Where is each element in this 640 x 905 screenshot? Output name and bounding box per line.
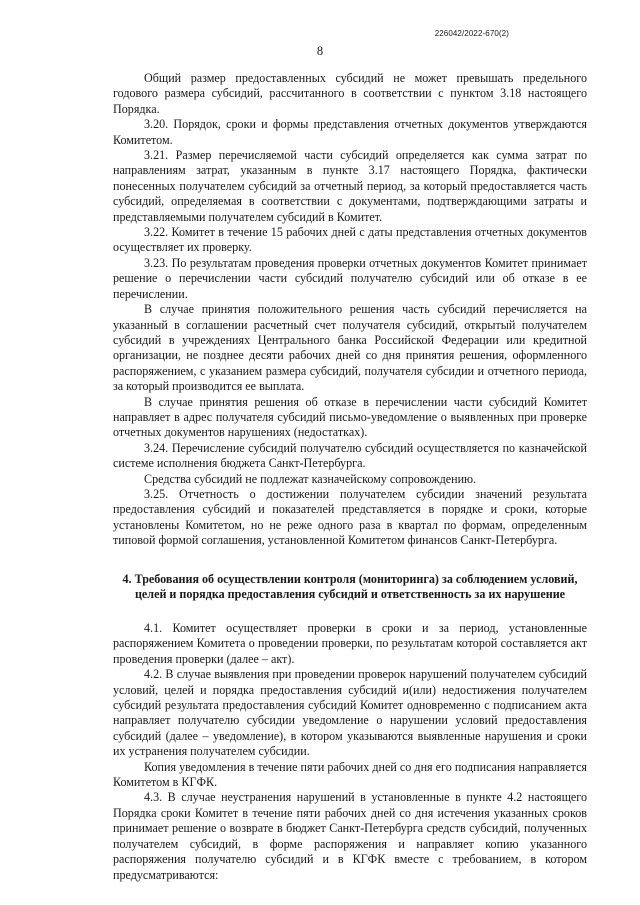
paragraph-3-24: 3.24. Перечисление субсидий получателю субсидий осуществляется по казначейской системе исполнения бюджета Санкт-Петербурга. <box>113 440 587 471</box>
paragraph-4-2: 4.2. В случае выявления при проведении проверок нарушений получателем субсидий условий, целей и порядка предоставления субсидий и(или) недостижения получателем субсидий результата предоставления субсидий Комитет одновременно с подписанием акта направляет получателю субсидии уведомление о нарушении условий предоставления субсидий (далее – уведомление), в котором указываются выявленные нарушения и сроки их устранения получателем субсидии. <box>113 667 587 759</box>
paragraph-4-1: 4.1. Комитет осуществляет проверки в сроки и за период, установленные распоряжением Комитета о проведении проверки, по результатам которой составляется акт проведения проверки (далее – акт). <box>113 621 587 666</box>
paragraph-4-3: 4.3. В случае неустранения нарушений в установленные в пункте 4.2 настоящего Порядка сроки Комитет в течение пяти рабочих дней со дня истечения указанных сроков принимает решение о возврате в бюджет Санкт-Петербурга средств субсидий, полученных получателем субсидий, в форме распоряжения и направляет копию указанного распоряжения получателю субсидий и в КГФК вместе с требованием, в котором предусматриваются: <box>113 790 587 882</box>
paragraph-3-22: 3.22. Комитет в течение 15 рабочих дней с даты представления отчетных документов осуществляет их проверку. <box>113 225 587 255</box>
document-body <box>113 71 587 883</box>
paragraph-notice-copy: Копия уведомления в течение пяти рабочих дней со дня его подписания направляется Комитетом в КГФК. <box>113 759 587 790</box>
paragraph-3-25: 3.25. Отчетность о достижении получателем субсидии значений результата предоставления субсидий и показателей представляется в порядке и сроки, которые установлены Комитетом, но не реже одного раза в квартал по формам, определенным типовой формой соглашения, установленной Комитетом финансов Санкт-Петербурга. <box>113 486 587 548</box>
paragraph-positive-decision: В случае принятия положительного решения часть субсидий перечисляется на указанный в соглашении расчетный счет получателя субсидий, открытый получателем субсидий в учреждениях Центрального банка Российской Федерации или кредитной организации, не позднее десяти рабочих дней со дня принятия решения, оформленного распоряжением, с указанием размера субсидий, получателя субсидии и отчетного периода, за который производится ее выплата. <box>113 302 587 394</box>
paragraph-refusal-decision: В случае принятия решения об отказе в перечислении части субсидий Комитет направляет в адрес получателя субсидий письмо-уведомление о выявленных при проверке отчетных документов нарушениях (недостатках). <box>113 394 587 440</box>
paragraph-3-23: 3.23. По результатам проведения проверки отчетных документов Комитет принимает решение о перечислении части субсидий получателю субсидий или об отказе в ее перечислении. <box>113 255 587 301</box>
paragraph-subsidy-limit: Общий размер предоставленных субсидий не может превышать предельного годового размера субсидий, рассчитанного в соответствии с пунктом 3.18 настоящего Порядка. <box>113 71 587 116</box>
paragraph-3-20: 3.20. Порядок, сроки и формы представления отчетных документов утверждаются Комитетом. <box>113 117 587 147</box>
page-number: 8 <box>316 44 324 58</box>
document-id: 226042/2022-670(2) <box>434 29 509 38</box>
paragraph-3-21: 3.21. Размер перечисляемой части субсидий определяется как сумма затрат по направлениям затрат, указанным в пункте 3.17 настоящего Порядка, фактически понесенных получателем субсидий за отчетный период, за который предоставляется часть субсидий, определяемая в соответствии с документами, подтверждающими затраты и представляемыми получателем субсидий в Комитет. <box>113 148 587 224</box>
section-4-heading: 4. Требования об осуществлении контроля (мониторинга) за соблюдением условий, целей и порядка предоставления субсидий и ответственность за их нарушение <box>122 571 578 601</box>
paragraph-treasury-support: Средства субсидий не подлежат казначейскому сопровождению. <box>144 471 477 486</box>
